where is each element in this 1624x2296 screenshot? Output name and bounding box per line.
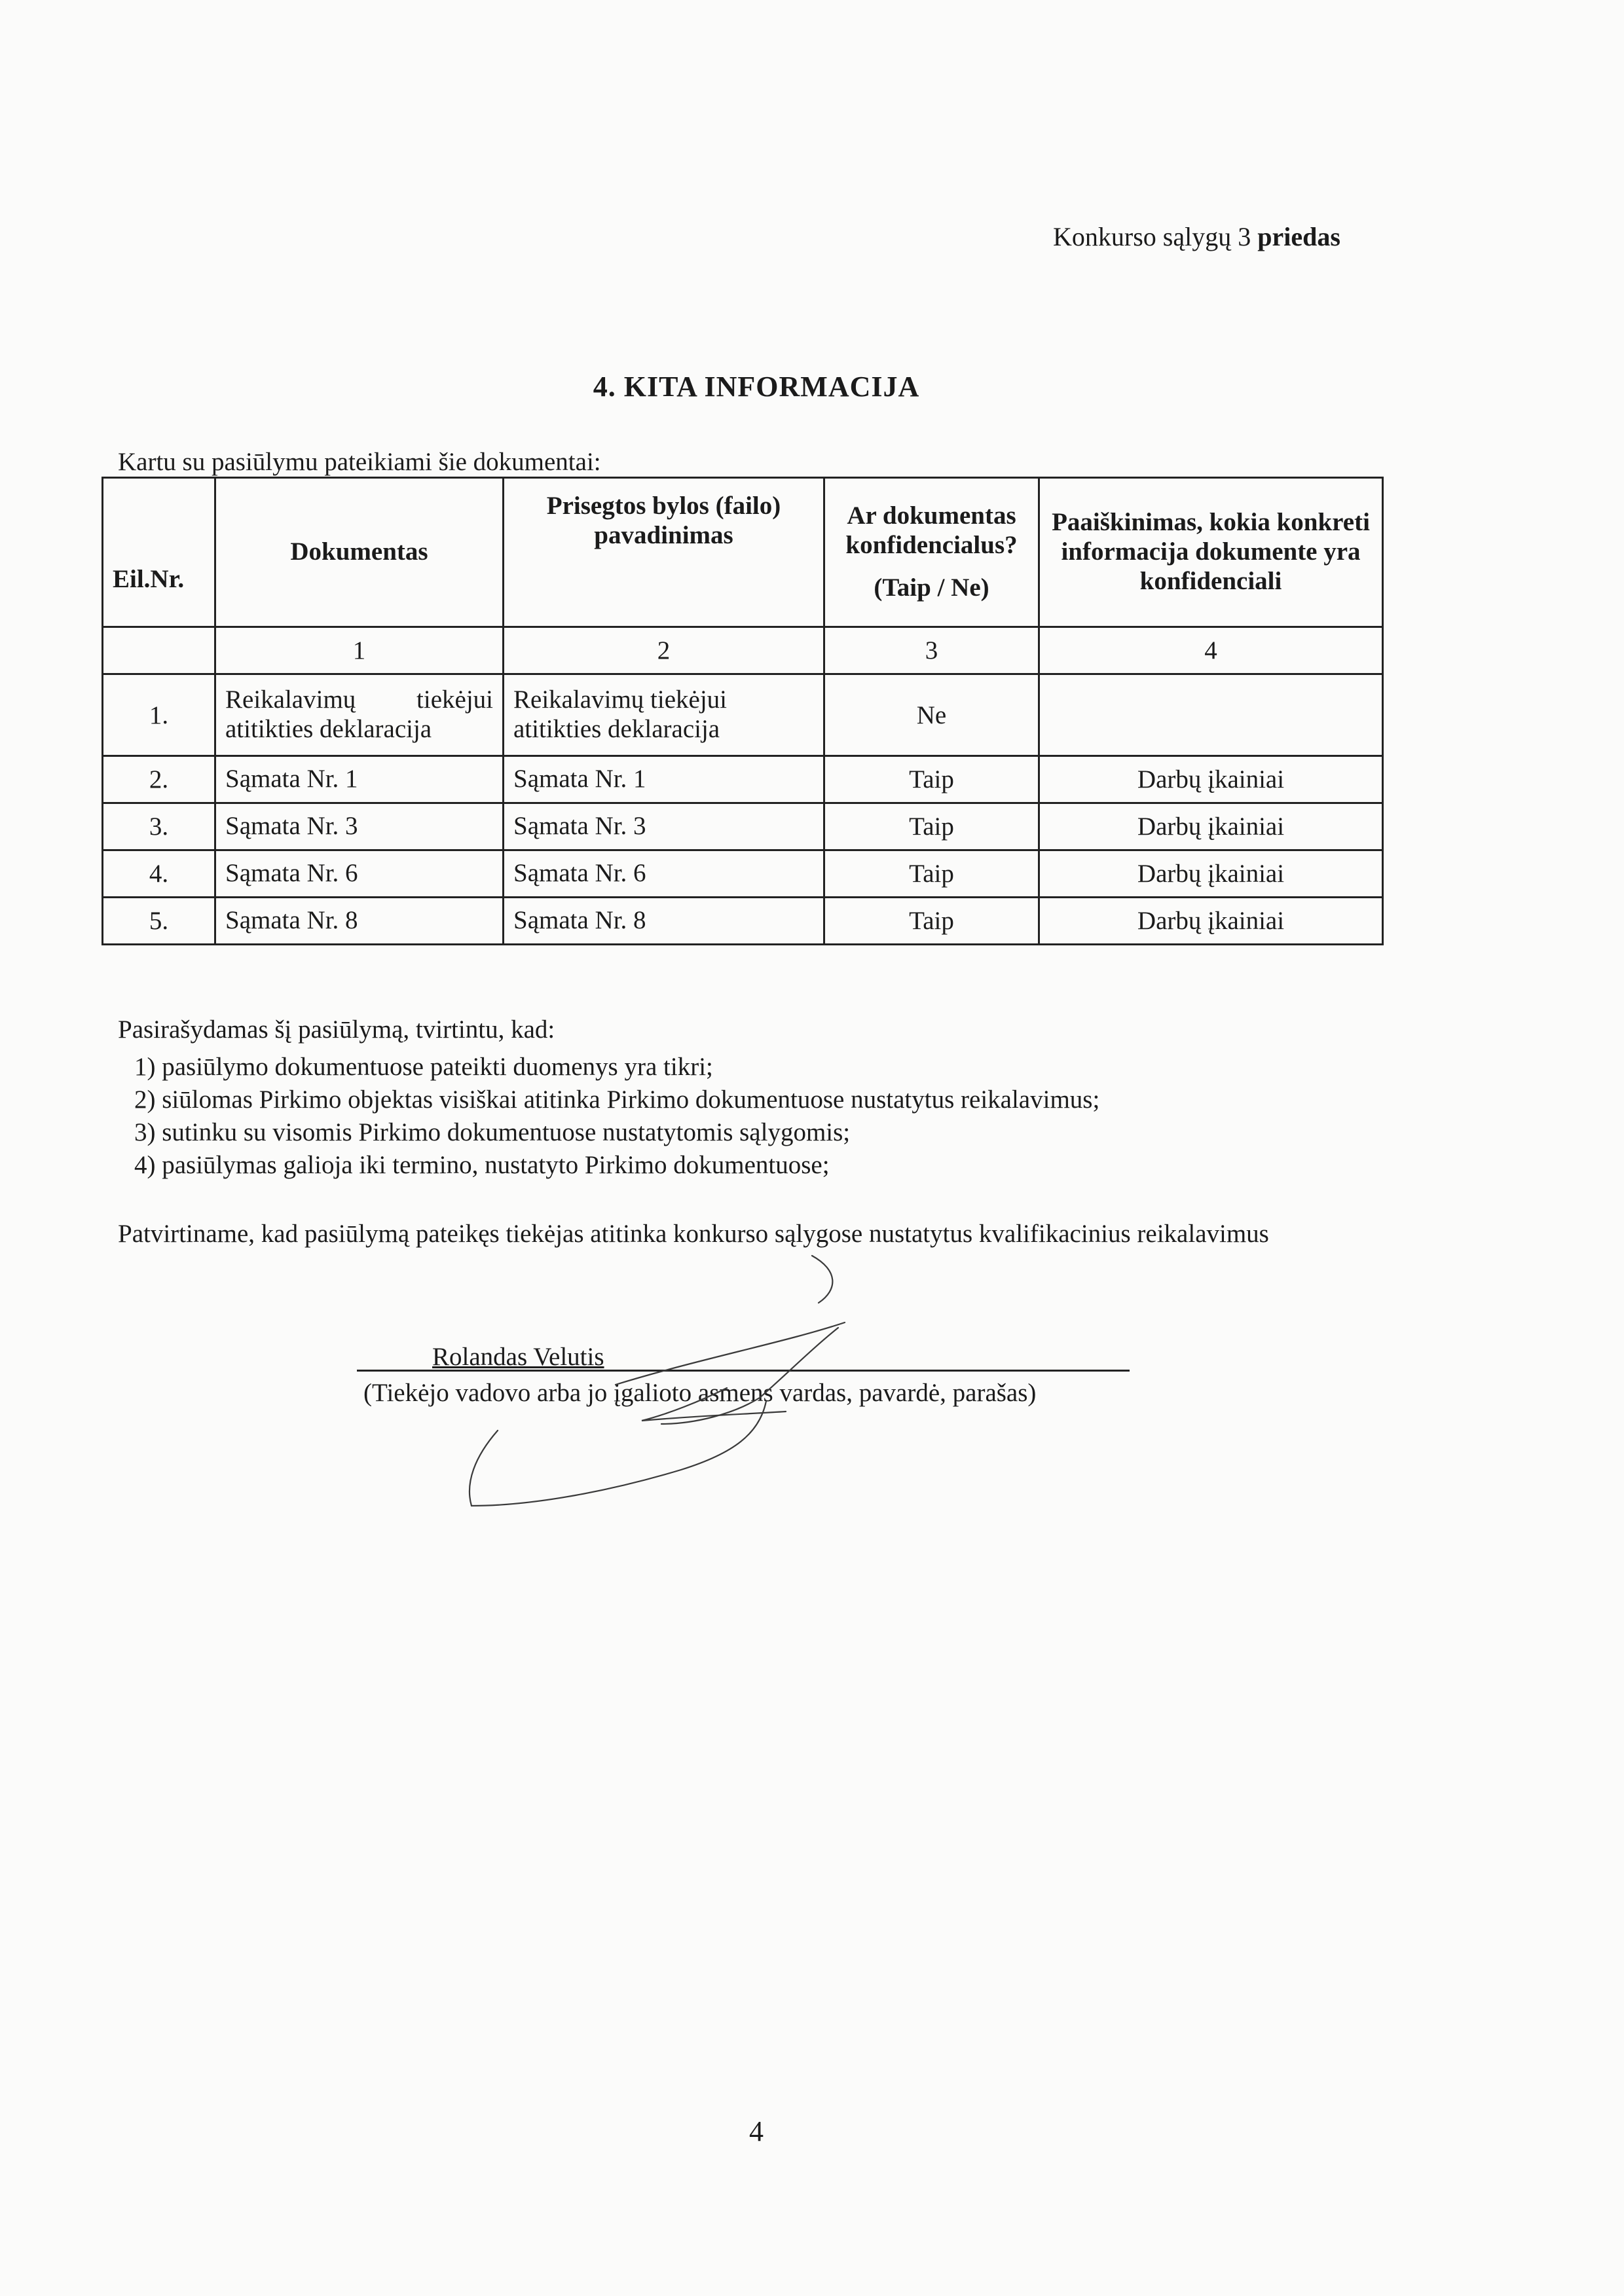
row-dokumentas: Sąmata Nr. 8: [215, 898, 504, 945]
row-paaiskinimas: Darbų įkainiai: [1039, 898, 1383, 945]
row-paaiskinimas: Darbų įkainiai: [1039, 803, 1383, 850]
annex-bold: priedas: [1257, 222, 1340, 251]
section-title: 4. KITA INFORMACIJA: [593, 371, 920, 403]
row-konfidencialus: Taip: [824, 803, 1039, 850]
column-number-empty: [103, 627, 215, 674]
row-number: 1.: [103, 674, 215, 756]
row-paaiskinimas: [1039, 674, 1383, 756]
row-konfidencialus: Taip: [824, 850, 1039, 898]
row-konfidencialus: Ne: [824, 674, 1039, 756]
row-pavadinimas: Sąmata Nr. 3: [504, 803, 824, 850]
row-number: 4.: [103, 850, 215, 898]
condition-item: 2) siūlomas Pirkimo objektas visiškai atitinka Pirkimo dokumentuose nustatytus reikalavimus;: [134, 1085, 1100, 1114]
table-row: [103, 756, 1383, 803]
intro-text: Kartu su pasiūlymu pateikiami šie dokumentai:: [118, 448, 601, 476]
column-number: 1: [215, 627, 504, 674]
column-number: 3: [824, 627, 1039, 674]
row-number: 2.: [103, 756, 215, 803]
header-konfidencialus: [824, 478, 1039, 627]
signature-stroke: [470, 1430, 498, 1506]
handwritten-signature: [419, 1244, 877, 1539]
table-row: [103, 898, 1383, 945]
condition-item: 1) pasiūlymo dokumentuose pateikti duomenys yra tikri;: [134, 1053, 713, 1081]
row-dokumentas: Reikalavimų tiekėjui atitikties deklaracija: [215, 674, 504, 756]
header-paaiskinimas: Paaiškinimas, kokia konkreti informacija dokumente yra konfidenciali: [1039, 478, 1383, 627]
row-paaiskinimas: Darbų įkainiai: [1039, 850, 1383, 898]
condition-item: 3) sutinku su visomis Pirkimo dokumentuose nustatytomis sąlygomis;: [134, 1118, 851, 1146]
row-pavadinimas: Sąmata Nr. 1: [504, 756, 824, 803]
annex-label: [1053, 221, 1340, 252]
row-konfidencialus: Taip: [824, 898, 1039, 945]
signature-stroke: [616, 1322, 845, 1385]
confirmation-text: Patvirtiname, kad pasiūlymą pateikęs tiekėjas atitinka konkurso sąlygose nustatytus kvalifikacinius reikalavimus: [118, 1220, 1269, 1248]
column-number: 2: [504, 627, 824, 674]
table-row: [103, 674, 1383, 756]
row-dokumentas: Sąmata Nr. 3: [215, 803, 504, 850]
table-row: [103, 850, 1383, 898]
table-row: [103, 803, 1383, 850]
signature-stroke: [471, 1401, 766, 1506]
row-pavadinimas: Sąmata Nr. 8: [504, 898, 824, 945]
header-dokumentas: Dokumentas: [215, 478, 504, 627]
row-dokumentas: Sąmata Nr. 6: [215, 850, 504, 898]
conditions-list: [134, 1051, 1099, 1182]
table-header-row: [103, 478, 1383, 627]
row-konfidencialus: Taip: [824, 756, 1039, 803]
signature-stroke: [812, 1256, 832, 1303]
header-konfidencialus-question: Ar dokumentas konfidencialus?: [845, 501, 1018, 560]
header-eil: Eil.Nr.: [103, 478, 215, 627]
signature-stroke: [661, 1328, 838, 1424]
signer-name: Rolandas Velutis: [432, 1343, 604, 1371]
column-number-row: [103, 627, 1383, 674]
header-taip-ne: (Taip / Ne): [874, 573, 989, 602]
row-pavadinimas: Reikalavimų tiekėjui atitikties deklaracija: [504, 674, 824, 756]
header-pavadinimas: Prisegtos bylos (failo) pavadinimas: [504, 478, 824, 627]
documents-table: [101, 477, 1384, 945]
row-number: 5.: [103, 898, 215, 945]
page-number: 4: [749, 2115, 764, 2147]
signing-statement: Pasirašydamas šį pasiūlymą, tvirtintu, kad:: [118, 1015, 555, 1044]
row-dokumentas: Sąmata Nr. 1: [215, 756, 504, 803]
row-number: 3.: [103, 803, 215, 850]
annex-prefix: Konkurso sąlygų 3: [1053, 222, 1251, 251]
row-pavadinimas: Sąmata Nr. 6: [504, 850, 824, 898]
column-number: 4: [1039, 627, 1383, 674]
condition-item: 4) pasiūlymas galioja iki termino, nustatyto Pirkimo dokumentuose;: [134, 1151, 830, 1179]
row-paaiskinimas: Darbų įkainiai: [1039, 756, 1383, 803]
signature-caption: (Tiekėjo vadovo arba jo įgalioto asmens vardas, pavardė, parašas): [363, 1379, 1037, 1407]
